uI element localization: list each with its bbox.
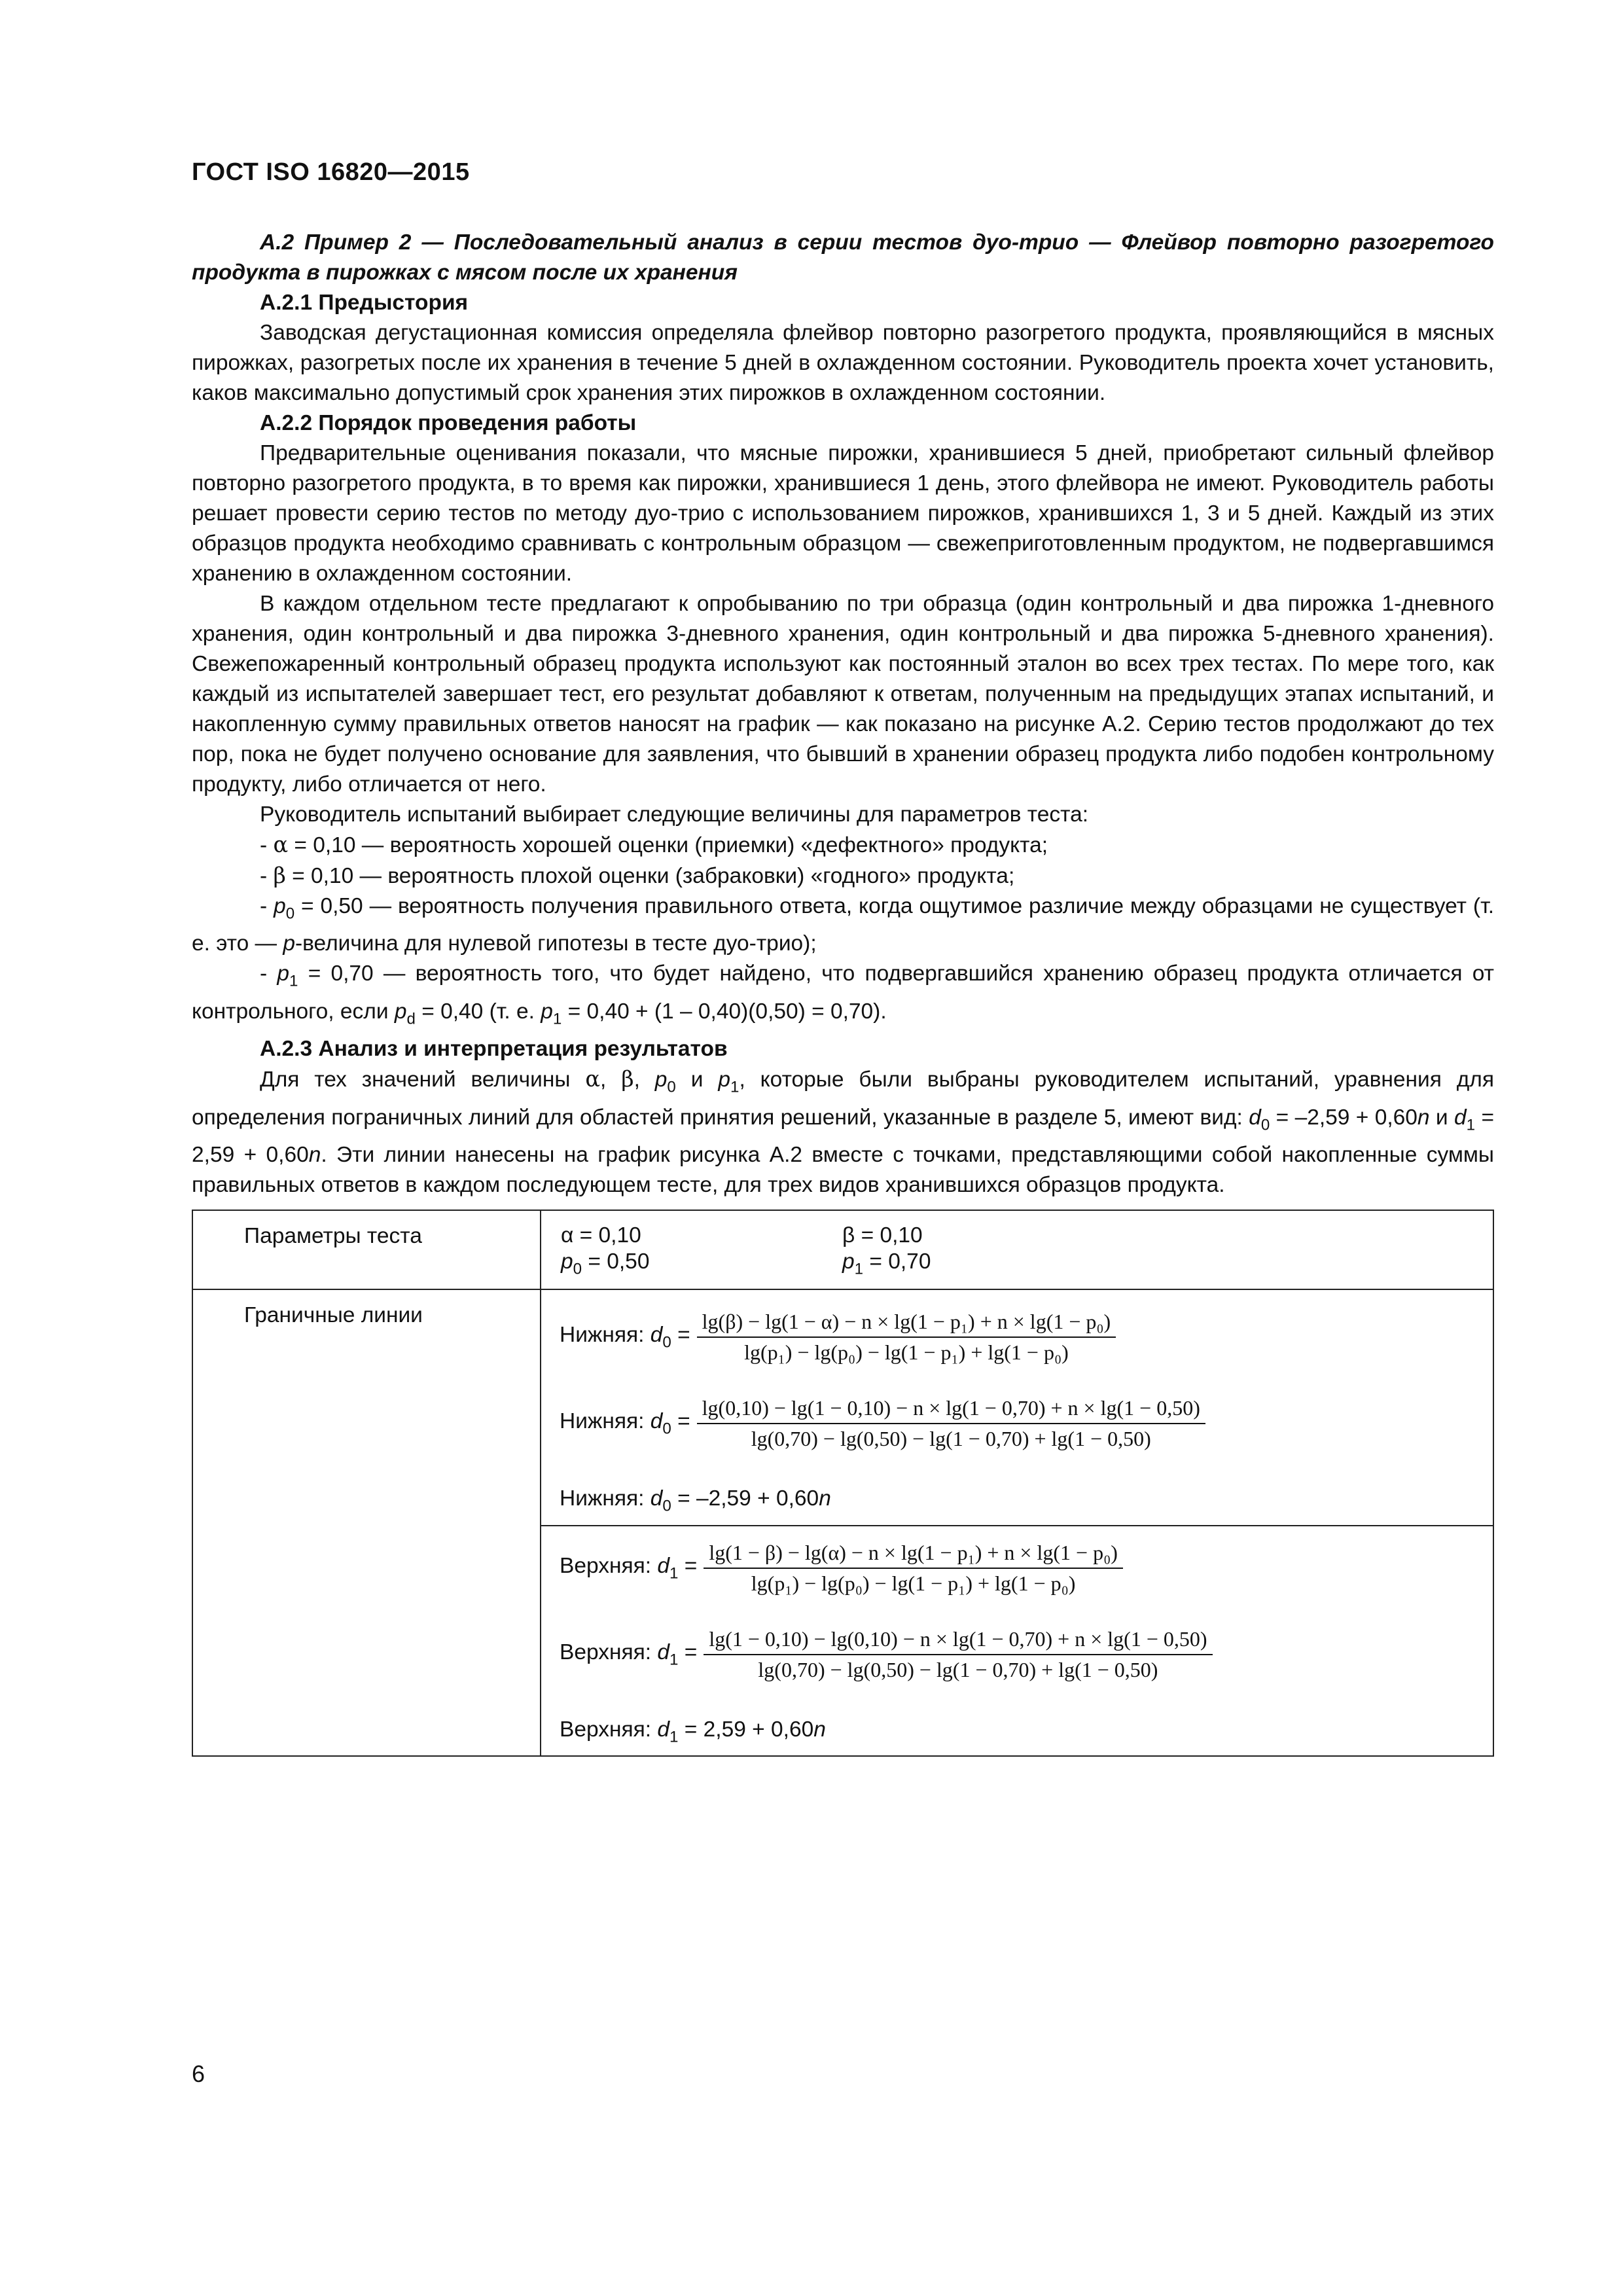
analysis-text-a: Для тех значений величины bbox=[260, 1067, 571, 1092]
page-number: 6 bbox=[192, 2060, 205, 2087]
procedure-paragraph-3: Руководитель испытаний выбирает следующие величины для параметров теста: bbox=[260, 802, 1089, 827]
fraction-denominator: lg(p₁) − lg(p₀) − lg(1 − p₁) + lg(1 − p₀) bbox=[751, 1571, 1076, 1595]
upper-label: Верхняя: bbox=[560, 1717, 652, 1742]
upper-label: Верхняя: bbox=[560, 1640, 652, 1664]
eq-d1: = 2,59 + 0,60 bbox=[192, 1105, 1495, 1168]
lower-formula-numeric: Нижняя: $d_0$ = lg(0,10) − lg(1 − 0,10) − n × lg(1 − 0,70) + n × lg(1 − 0,50) lg(0,70) − lg(0,50) − lg(1 − 0,70) + lg(1 − 0,50) bbox=[541, 1371, 1493, 1458]
parameters-values-cell bbox=[541, 1210, 1493, 1289]
lower-result: Нижняя: $d_0 = -2,59 + 0,60n$ bbox=[560, 1486, 831, 1515]
boundary-label: Граничные линии bbox=[244, 1303, 423, 1328]
document-page bbox=[192, 0, 1494, 2296]
alpha-item-text: = 0,10 — вероятность хорошей оценки (приемки) «дефектного» продукта; bbox=[294, 833, 1048, 857]
alpha-value: α = 0,10 bbox=[561, 1223, 641, 1247]
lower-boundary-cell bbox=[541, 1289, 1493, 1525]
p1-item-text-a: = 0,70 — вероятность того, что будет найдено, что подвергавшийся хранению образец продукта отличается от контрольного, если bbox=[192, 961, 1495, 1024]
beta-item-text: = 0,10 — вероятность плохой оценки (забраковки) «годного» продукта; bbox=[292, 864, 1015, 888]
upper-result: Верхняя: $d_1 = 2,59 + 0,60n$ bbox=[560, 1717, 826, 1746]
analysis-text-b: , которые были выбраны руководителем испытаний, уравнения для определения пограничных линий для областей принятия решений, указанные в разделе 5, имеют вид: bbox=[192, 1067, 1494, 1130]
fraction bbox=[697, 1396, 1205, 1451]
alpha-item: - α = 0,10 — вероятность хорошей оценки (приемки) «дефектного» продукта; bbox=[260, 832, 1048, 857]
fraction-denominator: lg(0,70) − lg(0,50) − lg(1 − 0,70) + lg(1 − 0,50) bbox=[758, 1657, 1158, 1681]
upper-result-text: = 2,59 + 0,60 bbox=[684, 1717, 814, 1742]
analysis-text-c: . Эти линии нанесены на график рисунка A.2 вместе с точками, представляющими собой накопленные суммы правильных ответов в каждом последующем тесте, для трех видов хранившихся образцов продукта. bbox=[192, 1143, 1494, 1198]
p1-item-text-c: = 0,40 + (1 – 0,40)(0,50) = 0,70). bbox=[567, 999, 887, 1024]
p0-value-text: = 0,50 bbox=[588, 1249, 650, 1274]
fraction-numerator: lg(1 − 0,10) − lg(0,10) − n × lg(1 − 0,70) + n × lg(1 − 0,50) bbox=[704, 1627, 1212, 1655]
fraction-denominator: lg(0,70) − lg(0,50) − lg(1 − 0,70) + lg(1 − 0,50) bbox=[751, 1427, 1151, 1451]
fraction-denominator: lg(p₁) − lg(p₀) − lg(1 − p₁) + lg(1 − p₀) bbox=[744, 1340, 1069, 1365]
lower-label: Нижняя: bbox=[560, 1323, 645, 1348]
fraction bbox=[697, 1310, 1116, 1365]
upper-label: Верхняя: bbox=[560, 1553, 652, 1578]
analysis-heading: A.2.3 Анализ и интерпретация результатов bbox=[260, 1037, 728, 1062]
upper-boundary-cell bbox=[541, 1526, 1493, 1756]
p0-item: - $p_0 = 0,50$ — вероятность получения правильного ответа, когда ощутимое различие между образцами не существует (т. е. это — p-величина для нулевой гипотезы в тесте дуо-трио); bbox=[192, 894, 1495, 956]
p1-item: - $p_1 = 0,70$ — вероятность того, что будет найдено, что подвергавшийся хранению образец продукта отличается от контрольного, если $p_d = 0,40$ (т. е. $p_1 = 0,40 + (1 - 0,40)(0,50) = 0,70$). bbox=[192, 961, 1495, 1028]
p1-item-text-b: = 0,40 (т. е. bbox=[421, 999, 535, 1024]
parameters-table bbox=[192, 1210, 1494, 1757]
p0-item-text-a: = 0,50 — вероятность получения правильного ответа, когда ощутимое различие между образцами не существует (т. е. это — bbox=[192, 894, 1495, 956]
procedure-heading: A.2.2 Порядок проведения работы bbox=[260, 411, 637, 435]
fraction-numerator: lg(β) − lg(1 − α) − n × lg(1 − p₁) + n × lg(1 − p₀) bbox=[697, 1310, 1116, 1338]
p0-value: $p_0 = 0,50$ bbox=[561, 1249, 650, 1278]
history-heading: A.2.1 Предыстория bbox=[260, 291, 469, 315]
history-text: Заводская дегустационная комиссия определяла флейвор повторно разогретого продукта, проявляющийся в мясных пирожках, разогретых после их хранения в течение 5 дней в охлажденном состоянии. Руководитель проекта хочет установить, каков максимально допустимый срок хранения этих пирожков в охлажденном состоянии. bbox=[192, 321, 1494, 405]
document-body bbox=[192, 228, 1494, 1200]
lower-formula-general: Нижняя: $d_0$ = $\frac{\text{lg(β) − lg(1 − α) − n × lg(1 − p₁) + n × lg(1 − p₀)}}{\text{lg(p₁) − lg(p₀) − lg(1 − p₁) + lg(1 − p₀)}}$ bbox=[541, 1290, 1493, 1371]
fraction bbox=[704, 1541, 1123, 1596]
boundary-label-cell bbox=[192, 1289, 541, 1756]
fraction-numerator: lg(0,10) − lg(1 − 0,10) − n × lg(1 − 0,70) + n × lg(1 − 0,50) bbox=[697, 1396, 1205, 1424]
analysis-paragraph: Для тех значений величины α, β, $p_0$ и $p_1$, которые были выбраны руководителем испытаний, уравнения для определения пограничных линий для областей принятия решений, указанные в разделе 5, имеют вид: $d_0 = -2,59 + 0,60n$ и $d_1 = 2,59 + 0,60n$. Эти линии нанесены на график рисунка A.2 вместе с точками, представляющими собой накопленные суммы правильных ответов в каждом последующем тесте, для трех видов хранившихся образцов продукта. bbox=[192, 1066, 1495, 1198]
parameters-label-cell bbox=[192, 1210, 541, 1289]
lower-result-text: = –2,59 + 0,60 bbox=[677, 1486, 819, 1511]
upper-formula-numeric: Верхняя: $d_1$ = lg(1 − 0,10) − lg(0,10) − n × lg(1 − 0,70) + n × lg(1 − 0,50) lg(0,70) − lg(0,50) − lg(1 − 0,70) + lg(1 − 0,50) bbox=[541, 1602, 1493, 1689]
table-row bbox=[192, 1289, 1493, 1525]
p1-value: $p_1 = 0,70$ bbox=[842, 1249, 931, 1278]
lower-label: Нижняя: bbox=[560, 1486, 645, 1511]
p1-value-text: = 0,70 bbox=[869, 1249, 931, 1274]
lower-label: Нижняя: bbox=[560, 1409, 645, 1434]
procedure-paragraph-1: Предварительные оценивания показали, что мясные пирожки, хранившиеся 5 дней, приобретают сильный флейвор повторно разогретого продукта, в то время как пирожки, хранившиеся 1 день, этого флейвора не имеют. Руководитель работы решает провести серию тестов по методу дуо-трио с использованием пирожков, хранившихся 1, 3 и 5 дней. Каждый из этих образцов продукта необходимо сравнивать с контрольным образцом — свежеприготовленным продуктом, не подвергавшимся хранению в охлажденном состоянии. bbox=[192, 441, 1494, 586]
example-title: A.2 Пример 2 — Последовательный анализ в серии тестов дуо-трио — Флейвор повторно разогретого продукта в пирожках с мясом после их хранения bbox=[192, 230, 1494, 285]
p0-item-text-b: -величина для нулевой гипотезы в тесте дуо-трио); bbox=[294, 931, 817, 956]
beta-value: β = 0,10 bbox=[842, 1223, 923, 1247]
upper-formula-general: Верхняя: $d_1$ = $\frac{\text{lg(1 − β) − lg(α) − n × lg(1 − p₁) + n × lg(1 − p₀)}}{\text{lg(p₁) − lg(p₀) − lg(1 − p₁) + lg(1 − p₀)}}$ bbox=[541, 1526, 1493, 1602]
fraction-numerator: lg(1 − β) − lg(α) − n × lg(1 − p₁) + n × lg(1 − p₀) bbox=[704, 1541, 1123, 1569]
eq-d0: = –2,59 + 0,60 bbox=[1275, 1105, 1418, 1130]
table-row bbox=[192, 1210, 1493, 1289]
fraction bbox=[704, 1627, 1212, 1682]
standard-header: ГОСТ ISO 16820—2015 bbox=[192, 158, 470, 186]
parameters-grid bbox=[541, 1211, 1493, 1289]
procedure-paragraph-2: В каждом отдельном тесте предлагают к опробыванию по три образца (один контрольный и два пирожка 1-дневного хранения, один контрольный и два пирожка 3-дневного хранения, один контрольный и два пирожка 5-дневного хранения). Свежепожаренный контрольный образец продукта используют как постоянный эталон во всех трех тестах. По мере того, как каждый из испытателей завершает тест, его результат добавляют к ответам, полученным на предыдущих этапах испытаний, и накопленную сумму правильных ответов наносят на график — как показано на рисунке A.2. Серию тестов продолжают до тех пор, пока не будет получено основание для заявления, что бывший в хранении образец продукта либо подобен контрольному продукту, либо отличается от него. bbox=[192, 592, 1494, 797]
beta-item: - β = 0,10 — вероятность плохой оценки (забраковки) «годного» продукта; bbox=[260, 863, 1015, 888]
parameters-label: Параметры теста bbox=[244, 1224, 422, 1248]
